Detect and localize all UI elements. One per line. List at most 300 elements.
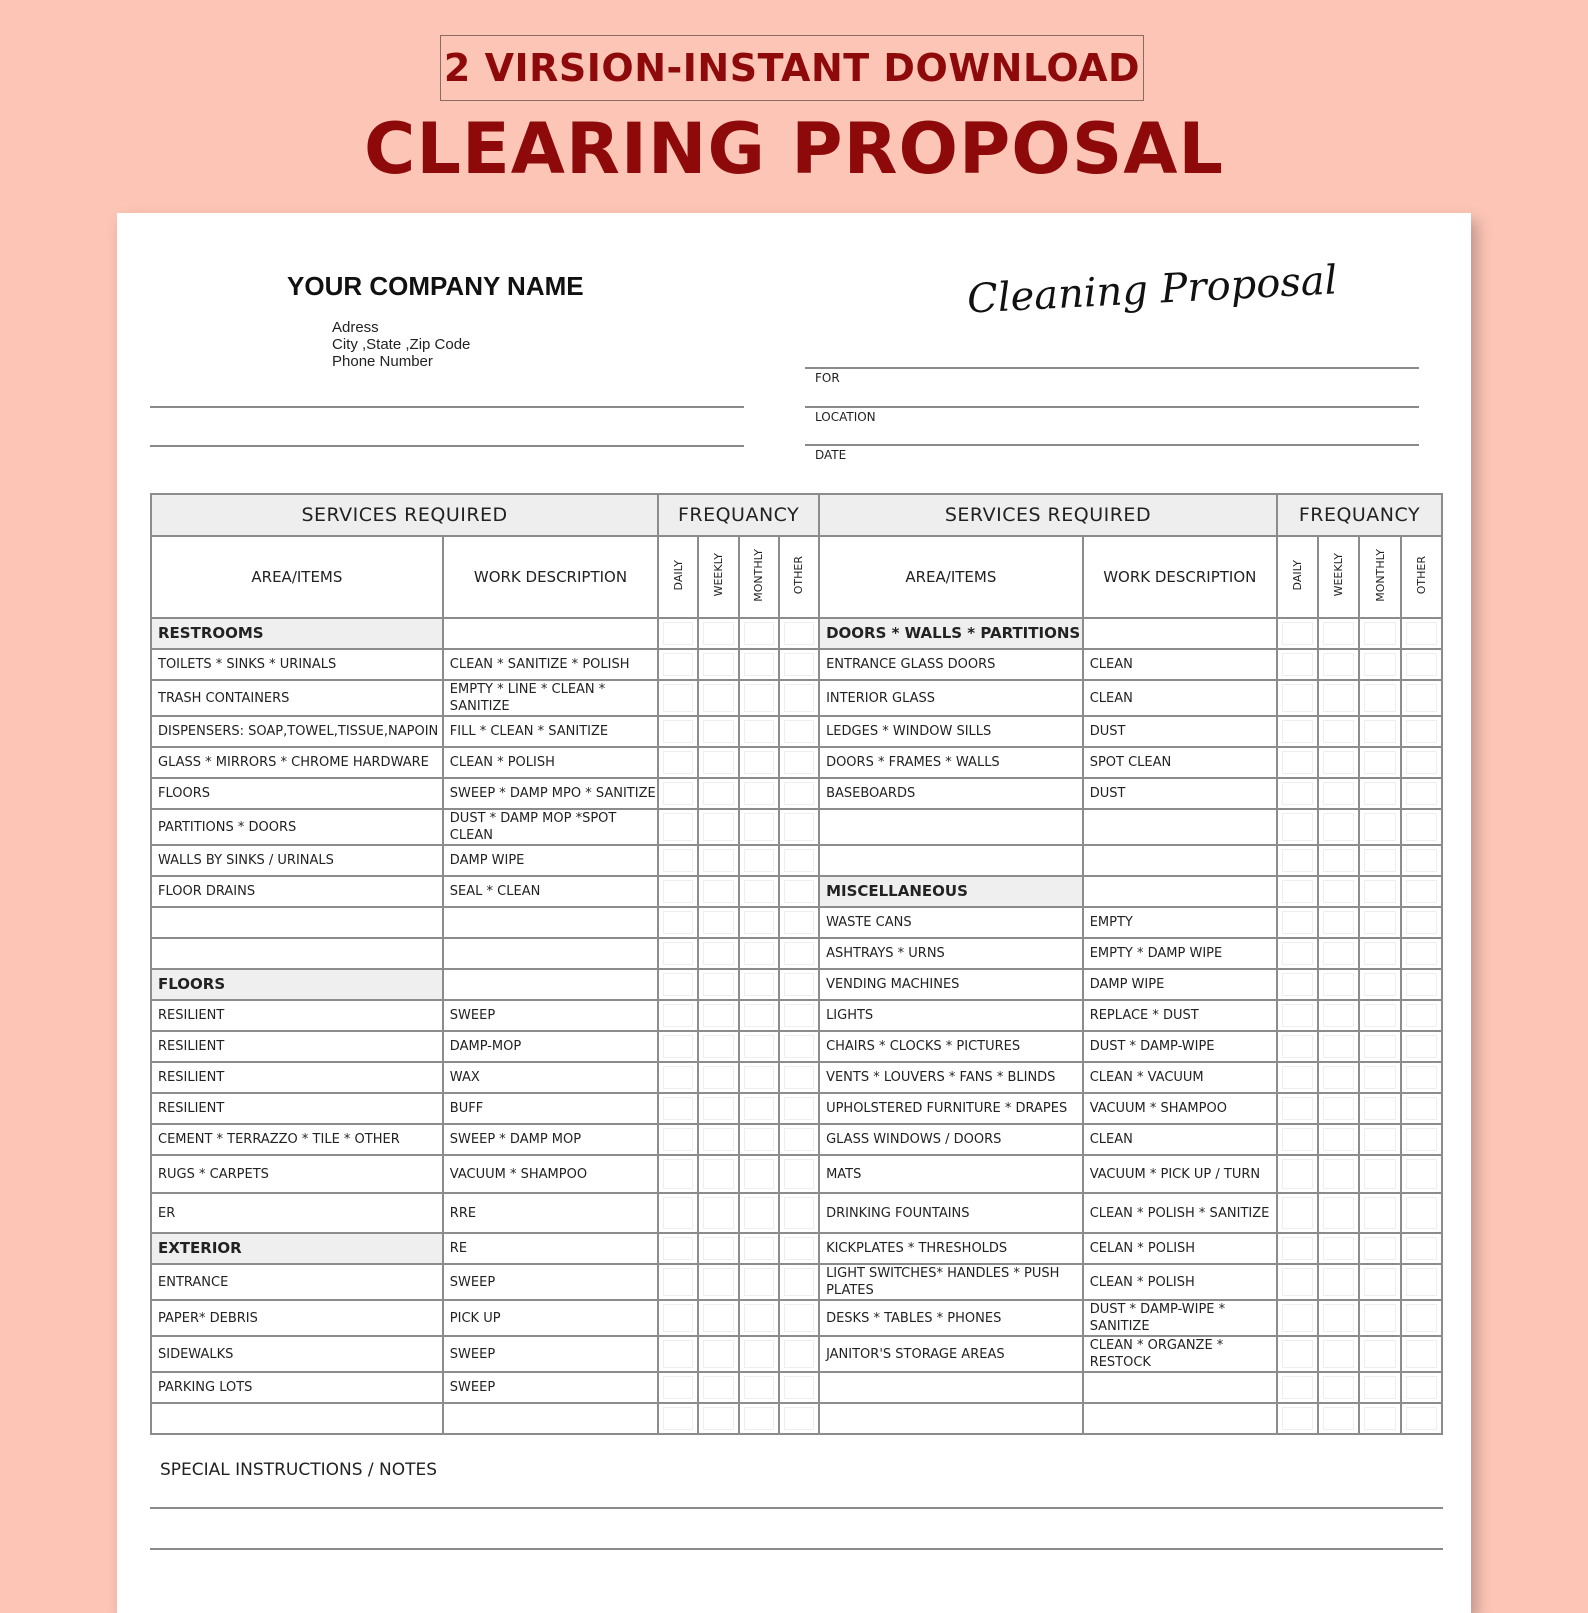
work-description-cell: RRE [443,1193,658,1233]
monthly-checkbox[interactable] [739,1155,779,1193]
daily-checkbox[interactable] [658,1124,698,1155]
work-description-cell: CLEAN * VACUUM [1083,1062,1277,1093]
weekly-checkbox[interactable] [1318,1300,1359,1336]
work-description-cell: REPLACE * DUST [1083,1000,1277,1031]
other-checkbox[interactable] [1401,1155,1442,1193]
weekly-checkbox[interactable] [698,1124,738,1155]
category-heading: DOORS * WALLS * PARTITIONS [819,618,1083,649]
other-checkbox[interactable] [1401,649,1442,680]
other-checkbox[interactable] [779,876,819,907]
daily-checkbox[interactable] [658,1155,698,1193]
weekly-checkbox[interactable] [698,1233,738,1264]
work-description-cell: PICK UP [443,1300,658,1336]
other-checkbox[interactable] [1401,1336,1442,1372]
weekly-checkbox[interactable] [1318,649,1359,680]
other-checkbox[interactable] [1401,1233,1442,1264]
area-cell: SIDEWALKS [151,1336,443,1372]
monthly-checkbox[interactable] [1359,1193,1400,1233]
area-cell: FLOORS [151,778,443,809]
daily-checkbox[interactable] [1277,747,1318,778]
other-checkbox[interactable] [1401,618,1442,649]
area-cell: LIGHTS [819,1000,1083,1031]
area-cell: CHAIRS * CLOCKS * PICTURES [819,1031,1083,1062]
table-row [151,845,1442,876]
work-description-cell [1083,618,1277,649]
other-checkbox[interactable] [779,938,819,969]
monthly-checkbox[interactable] [739,938,779,969]
work-description-cell: DUST * DAMP-WIPE * SANITIZE [1083,1300,1277,1336]
daily-checkbox[interactable] [1277,1372,1318,1403]
table-row [151,1124,1442,1155]
area-col-header: AREA/ITEMS [819,536,1083,618]
weekly-checkbox[interactable] [1318,1193,1359,1233]
other-checkbox[interactable] [779,1000,819,1031]
area-cell: LIGHT SWITCHES* HANDLES * PUSH PLATES [819,1264,1083,1300]
daily-checkbox[interactable] [1277,809,1318,845]
daily-checkbox[interactable] [658,1372,698,1403]
work-description-cell: SWEEP * DAMP MPO * SANITIZE [443,778,658,809]
monthly-checkbox[interactable] [1359,809,1400,845]
weekly-checkbox[interactable] [1318,809,1359,845]
weekly-checkbox[interactable] [698,778,738,809]
work-description-cell [1083,1372,1277,1403]
other-checkbox[interactable] [779,618,819,649]
daily-checkbox[interactable] [658,649,698,680]
monthly-col-header: MONTHLY [1359,536,1400,618]
work-description-cell: DUST * DAMP MOP *SPOT CLEAN [443,809,658,845]
monthly-checkbox[interactable] [739,1233,779,1264]
daily-checkbox[interactable] [1277,1403,1318,1434]
weekly-checkbox[interactable] [698,1193,738,1233]
daily-checkbox[interactable] [658,618,698,649]
daily-checkbox[interactable] [658,1062,698,1093]
table-row [151,1372,1442,1403]
area-cell: DESKS * TABLES * PHONES [819,1300,1083,1336]
form-title: Cleaning Proposal [966,257,1339,323]
services-table [150,493,1443,1435]
area-cell: INTERIOR GLASS [819,680,1083,716]
work-description-cell: DUST [1083,778,1277,809]
work-description-cell: CLEAN [1083,649,1277,680]
weekly-checkbox[interactable] [698,845,738,876]
weekly-checkbox[interactable] [698,649,738,680]
area-cell: VENTS * LOUVERS * FANS * BLINDS [819,1062,1083,1093]
work-description-cell [1083,845,1277,876]
area-cell: DRINKING FOUNTAINS [819,1193,1083,1233]
other-checkbox[interactable] [1401,1031,1442,1062]
for-label[interactable]: FOR [815,371,840,385]
other-checkbox[interactable] [1401,907,1442,938]
monthly-checkbox[interactable] [1359,1336,1400,1372]
monthly-checkbox[interactable] [739,1062,779,1093]
monthly-checkbox[interactable] [739,680,779,716]
proposal-sheet [117,213,1471,1613]
daily-checkbox[interactable] [658,1093,698,1124]
table-row [151,716,1442,747]
work-description-cell: CLEAN * POLISH * SANITIZE [1083,1193,1277,1233]
monthly-checkbox[interactable] [739,1031,779,1062]
work-description-cell: RE [443,1233,658,1264]
other-checkbox[interactable] [779,1300,819,1336]
daily-checkbox[interactable] [1277,1233,1318,1264]
weekly-checkbox[interactable] [698,716,738,747]
table-row [151,969,1442,1000]
for-rule [805,367,1419,369]
other-checkbox[interactable] [779,716,819,747]
table-row [151,907,1442,938]
work-description-cell: EMPTY [1083,907,1277,938]
daily-checkbox[interactable] [1277,845,1318,876]
location-label[interactable]: LOCATION [815,410,876,424]
weekly-checkbox[interactable] [1318,1336,1359,1372]
other-checkbox[interactable] [1401,716,1442,747]
work-description-cell [443,938,658,969]
weekly-checkbox[interactable] [1318,1031,1359,1062]
table-row [151,1093,1442,1124]
work-description-cell: VACUUM * PICK UP / TURN [1083,1155,1277,1193]
other-checkbox[interactable] [779,649,819,680]
weekly-checkbox[interactable] [1318,1155,1359,1193]
daily-checkbox[interactable] [1277,907,1318,938]
monthly-checkbox[interactable] [739,907,779,938]
area-cell [819,809,1083,845]
weekly-checkbox[interactable] [1318,618,1359,649]
area-cell: ASHTRAYS * URNS [819,938,1083,969]
daily-checkbox[interactable] [1277,969,1318,1000]
work-description-cell: DAMP-MOP [443,1031,658,1062]
other-checkbox[interactable] [1401,1062,1442,1093]
notes-rule-1[interactable] [150,1507,1443,1509]
weekly-checkbox[interactable] [1318,680,1359,716]
monthly-checkbox[interactable] [739,778,779,809]
monthly-checkbox[interactable] [1359,907,1400,938]
daily-checkbox[interactable] [1277,1000,1318,1031]
other-checkbox[interactable] [779,1124,819,1155]
monthly-checkbox[interactable] [1359,778,1400,809]
monthly-checkbox[interactable] [739,1264,779,1300]
weekly-checkbox[interactable] [698,680,738,716]
monthly-checkbox[interactable] [739,876,779,907]
weekly-checkbox[interactable] [698,1000,738,1031]
other-checkbox[interactable] [779,747,819,778]
daily-checkbox[interactable] [658,680,698,716]
daily-checkbox[interactable] [1277,1124,1318,1155]
daily-checkbox[interactable] [1277,649,1318,680]
monthly-checkbox[interactable] [739,1336,779,1372]
date-rule [805,444,1419,446]
table-row [151,1193,1442,1233]
monthly-checkbox[interactable] [1359,969,1400,1000]
monthly-checkbox[interactable] [739,1124,779,1155]
weekly-checkbox[interactable] [1318,1264,1359,1300]
weekly-checkbox[interactable] [698,809,738,845]
work-description-cell: VACUUM * SHAMPOO [443,1155,658,1193]
work-description-cell: CLEAN [1083,1124,1277,1155]
daily-checkbox[interactable] [658,1233,698,1264]
area-cell: UPHOLSTERED FURNITURE * DRAPES [819,1093,1083,1124]
weekly-checkbox[interactable] [1318,876,1359,907]
monthly-checkbox[interactable] [739,618,779,649]
area-cell: TOILETS * SINKS * URINALS [151,649,443,680]
monthly-checkbox[interactable] [739,1000,779,1031]
area-cell: RESILIENT [151,1000,443,1031]
table-row [151,1336,1442,1372]
daily-checkbox[interactable] [1277,1193,1318,1233]
daily-checkbox[interactable] [1277,1336,1318,1372]
other-checkbox[interactable] [779,969,819,1000]
area-cell: DISPENSERS: SOAP,TOWEL,TISSUE,NAPOIN [151,716,443,747]
area-cell: BASEBOARDS [819,778,1083,809]
area-cell: TRASH CONTAINERS [151,680,443,716]
category-heading: FLOORS [151,969,443,1000]
daily-checkbox[interactable] [1277,716,1318,747]
weekly-checkbox[interactable] [698,1093,738,1124]
monthly-checkbox[interactable] [1359,1062,1400,1093]
monthly-checkbox[interactable] [739,649,779,680]
daily-checkbox[interactable] [1277,1062,1318,1093]
other-checkbox[interactable] [779,809,819,845]
weekly-checkbox[interactable] [698,907,738,938]
weekly-checkbox[interactable] [1318,778,1359,809]
work-description-cell [443,969,658,1000]
daily-checkbox[interactable] [658,747,698,778]
daily-col-header: DAILY [1277,536,1318,618]
area-cell: RESILIENT [151,1031,443,1062]
monthly-checkbox[interactable] [1359,1403,1400,1434]
monthly-checkbox[interactable] [739,1193,779,1233]
weekly-checkbox[interactable] [1318,969,1359,1000]
area-cell: GLASS * MIRRORS * CHROME HARDWARE [151,747,443,778]
area-col-header: AREA/ITEMS [151,536,443,618]
area-cell: CEMENT * TERRAZZO * TILE * OTHER [151,1124,443,1155]
other-checkbox[interactable] [779,1336,819,1372]
daily-checkbox[interactable] [658,845,698,876]
table-row [151,876,1442,907]
work-description-cell: BUFF [443,1093,658,1124]
other-checkbox[interactable] [1401,969,1442,1000]
work-description-cell: SWEEP [443,1264,658,1300]
area-cell: WALLS BY SINKS / URINALS [151,845,443,876]
category-heading: MISCELLANEOUS [819,876,1083,907]
work-description-cell: CLEAN * POLISH [1083,1264,1277,1300]
other-checkbox[interactable] [779,907,819,938]
weekly-checkbox[interactable] [1318,1000,1359,1031]
monthly-checkbox[interactable] [739,747,779,778]
other-checkbox[interactable] [779,1062,819,1093]
other-checkbox[interactable] [779,845,819,876]
monthly-checkbox[interactable] [1359,1264,1400,1300]
daily-checkbox[interactable] [658,716,698,747]
weekly-checkbox[interactable] [698,938,738,969]
other-checkbox[interactable] [1401,1264,1442,1300]
location-rule [805,406,1419,408]
work-description-cell: CELAN * POLISH [1083,1233,1277,1264]
area-cell: PAPER* DEBRIS [151,1300,443,1336]
monthly-checkbox[interactable] [1359,845,1400,876]
monthly-checkbox[interactable] [1359,1233,1400,1264]
weekly-checkbox[interactable] [1318,716,1359,747]
other-checkbox[interactable] [779,1031,819,1062]
daily-checkbox[interactable] [658,1000,698,1031]
weekly-checkbox[interactable] [698,1300,738,1336]
other-checkbox[interactable] [1401,876,1442,907]
monthly-checkbox[interactable] [1359,938,1400,969]
daily-checkbox[interactable] [1277,1264,1318,1300]
daily-checkbox[interactable] [1277,1155,1318,1193]
weekly-checkbox[interactable] [1318,907,1359,938]
monthly-checkbox[interactable] [739,845,779,876]
weekly-checkbox[interactable] [698,969,738,1000]
other-checkbox[interactable] [1401,809,1442,845]
work-description-cell: CLEAN * ORGANZE * RESTOCK [1083,1336,1277,1372]
work-col-header: WORK DESCRIPTION [443,536,658,618]
other-checkbox[interactable] [1401,680,1442,716]
other-checkbox[interactable] [1401,938,1442,969]
weekly-checkbox[interactable] [698,1264,738,1300]
other-checkbox[interactable] [1401,1403,1442,1434]
weekly-checkbox[interactable] [698,1031,738,1062]
monthly-checkbox[interactable] [1359,1124,1400,1155]
other-checkbox[interactable] [1401,1193,1442,1233]
weekly-checkbox[interactable] [1318,1093,1359,1124]
monthly-checkbox[interactable] [1359,1155,1400,1193]
daily-checkbox[interactable] [658,809,698,845]
monthly-checkbox[interactable] [1359,1300,1400,1336]
other-checkbox[interactable] [779,1155,819,1193]
work-description-cell: SWEEP * DAMP MOP [443,1124,658,1155]
weekly-checkbox[interactable] [1318,1403,1359,1434]
weekly-checkbox[interactable] [698,747,738,778]
notes-rule-2[interactable] [150,1548,1443,1550]
daily-checkbox[interactable] [1277,778,1318,809]
other-checkbox[interactable] [779,1403,819,1434]
daily-checkbox[interactable] [1277,876,1318,907]
other-checkbox[interactable] [779,1193,819,1233]
weekly-checkbox[interactable] [1318,1062,1359,1093]
other-checkbox[interactable] [779,680,819,716]
daily-checkbox[interactable] [658,1300,698,1336]
daily-checkbox[interactable] [658,1336,698,1372]
monthly-checkbox[interactable] [1359,680,1400,716]
work-description-cell: DAMP WIPE [1083,969,1277,1000]
address-line: Adress [332,319,379,336]
monthly-checkbox[interactable] [739,716,779,747]
weekly-checkbox[interactable] [698,876,738,907]
weekly-checkbox[interactable] [698,1372,738,1403]
monthly-checkbox[interactable] [739,1300,779,1336]
monthly-checkbox[interactable] [1359,1000,1400,1031]
table-row [151,680,1442,716]
weekly-checkbox[interactable] [698,618,738,649]
area-cell: FLOOR DRAINS [151,876,443,907]
other-checkbox[interactable] [1401,1300,1442,1336]
work-description-cell: SPOT CLEAN [1083,747,1277,778]
other-checkbox[interactable] [779,1372,819,1403]
weekly-checkbox[interactable] [1318,845,1359,876]
daily-checkbox[interactable] [1277,680,1318,716]
company-name: YOUR COMPANY NAME [287,271,584,301]
other-col-header: OTHER [779,536,819,618]
table-row [151,1155,1442,1193]
other-checkbox[interactable] [1401,845,1442,876]
daily-checkbox[interactable] [1277,1031,1318,1062]
work-description-cell: WAX [443,1062,658,1093]
table-row [151,1062,1442,1093]
daily-checkbox[interactable] [1277,618,1318,649]
daily-checkbox[interactable] [658,938,698,969]
daily-checkbox[interactable] [658,778,698,809]
daily-checkbox[interactable] [658,907,698,938]
monthly-checkbox[interactable] [1359,747,1400,778]
weekly-checkbox[interactable] [698,1403,738,1434]
monthly-checkbox[interactable] [1359,618,1400,649]
monthly-checkbox[interactable] [1359,1093,1400,1124]
area-cell [151,938,443,969]
table-row [151,809,1442,845]
monthly-checkbox[interactable] [739,1403,779,1434]
monthly-checkbox[interactable] [739,1093,779,1124]
daily-checkbox[interactable] [658,1264,698,1300]
other-checkbox[interactable] [1401,1124,1442,1155]
table-row [151,938,1442,969]
area-cell [151,907,443,938]
work-description-cell: SWEEP [443,1372,658,1403]
monthly-checkbox[interactable] [739,969,779,1000]
work-description-cell: SWEEP [443,1336,658,1372]
weekly-checkbox[interactable] [698,1062,738,1093]
daily-checkbox[interactable] [658,1193,698,1233]
monthly-checkbox[interactable] [1359,1372,1400,1403]
weekly-checkbox[interactable] [1318,1233,1359,1264]
banner: 2 VIRSION-INSTANT DOWNLOAD [440,35,1144,101]
monthly-checkbox[interactable] [1359,649,1400,680]
daily-checkbox[interactable] [1277,938,1318,969]
other-checkbox[interactable] [1401,1093,1442,1124]
other-checkbox[interactable] [1401,778,1442,809]
daily-checkbox[interactable] [658,969,698,1000]
daily-checkbox[interactable] [658,1031,698,1062]
weekly-checkbox[interactable] [1318,938,1359,969]
weekly-checkbox[interactable] [1318,1372,1359,1403]
weekly-checkbox[interactable] [698,1155,738,1193]
frequency-header-left: FREQUANCY [658,494,819,536]
other-checkbox[interactable] [1401,1000,1442,1031]
daily-checkbox[interactable] [1277,1093,1318,1124]
work-description-cell [443,907,658,938]
monthly-checkbox[interactable] [1359,716,1400,747]
daily-checkbox[interactable] [658,1403,698,1434]
weekly-checkbox[interactable] [1318,747,1359,778]
monthly-checkbox[interactable] [739,809,779,845]
other-checkbox[interactable] [1401,1372,1442,1403]
date-label[interactable]: DATE [815,448,847,462]
monthly-checkbox[interactable] [1359,1031,1400,1062]
other-checkbox[interactable] [1401,747,1442,778]
company-rule-2 [150,445,744,447]
phone-line: Phone Number [332,353,433,370]
other-checkbox[interactable] [779,1093,819,1124]
weekly-checkbox[interactable] [1318,1124,1359,1155]
daily-checkbox[interactable] [658,876,698,907]
daily-checkbox[interactable] [1277,1300,1318,1336]
other-checkbox[interactable] [779,1264,819,1300]
weekly-checkbox[interactable] [698,1336,738,1372]
monthly-checkbox[interactable] [1359,876,1400,907]
other-checkbox[interactable] [779,1233,819,1264]
table-row [151,618,1442,649]
other-checkbox[interactable] [779,778,819,809]
monthly-checkbox[interactable] [739,1372,779,1403]
